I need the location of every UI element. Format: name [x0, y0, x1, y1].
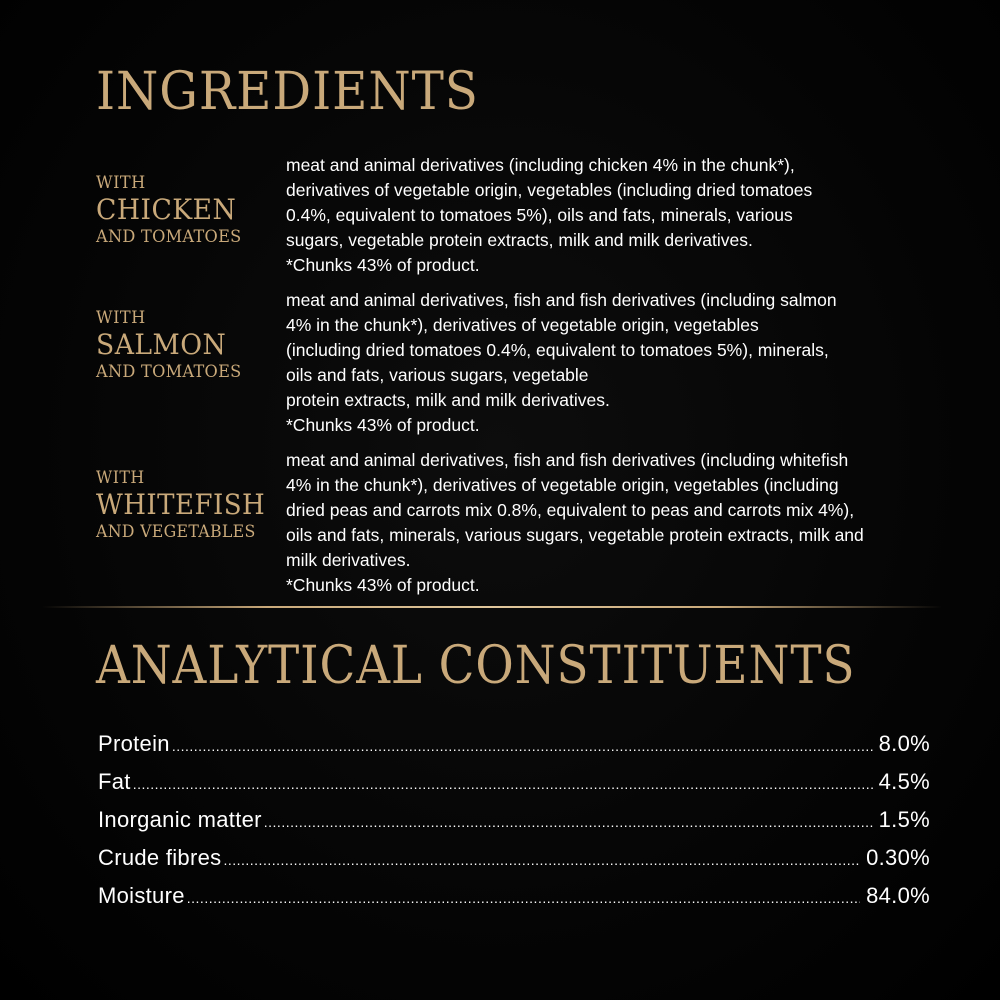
variant-ingredients-text: [286, 153, 986, 278]
constituent-name: Inorganic matter: [98, 807, 262, 832]
variant-main-label: SALMON: [96, 328, 227, 361]
ingredient-line: *Chunks 43% of product.: [286, 255, 480, 275]
variant-and-label: AND TOMATOES: [96, 362, 242, 382]
constituent-row: [98, 845, 930, 883]
constituent-row: [98, 731, 930, 769]
ingredient-line: dried peas and carrots mix 0.8%, equivalent to peas and carrots mix 4%),: [286, 500, 855, 520]
ingredient-line: meat and animal derivatives, fish and fish derivatives (including whitefish: [286, 450, 849, 470]
constituent-row: [98, 769, 930, 807]
ingredient-line: *Chunks 43% of product.: [286, 575, 480, 595]
constituent-value: 84.0%: [866, 883, 930, 908]
analytical-constituents-heading: ANALYTICAL CONSTITUENTS: [96, 636, 856, 696]
variant-main-label: WHITEFISH: [96, 488, 266, 521]
ingredient-line: milk derivatives.: [286, 550, 411, 570]
variant-with-label: WITH: [96, 308, 146, 328]
ingredient-line: 4% in the chunk*), derivatives of vegetable origin, vegetables: [286, 315, 759, 335]
variant-with-label: WITH: [96, 468, 145, 488]
variant-with-label: WITH: [96, 173, 146, 193]
ingredients-heading: INGREDIENTS: [96, 62, 479, 122]
section-divider: [42, 606, 942, 608]
variant-label-chicken: [96, 173, 241, 247]
ingredient-line: 4% in the chunk*), derivatives of vegetable origin, vegetables (including: [286, 475, 839, 495]
variant-ingredients-text: [286, 448, 986, 598]
constituent-name: Protein: [98, 731, 170, 756]
dot-leader: [133, 776, 873, 792]
variant-and-label: AND VEGETABLES: [96, 522, 256, 542]
ingredient-line: oils and fats, various sugars, vegetable: [286, 365, 589, 385]
ingredient-line: meat and animal derivatives (including chicken 4% in the chunk*),: [286, 155, 795, 175]
dot-leader: [223, 852, 860, 868]
variant-label-whitefish: [96, 468, 265, 542]
constituent-value: 4.5%: [878, 769, 930, 794]
constituent-name: Fat: [98, 769, 131, 794]
ingredient-line: *Chunks 43% of product.: [286, 415, 480, 435]
constituent-name: Moisture: [98, 883, 185, 908]
ingredient-line: sugars, vegetable protein extracts, milk and milk derivatives.: [286, 230, 753, 250]
variant-main-label: CHICKEN: [96, 193, 237, 226]
ingredient-line: meat and animal derivatives, fish and fish derivatives (including salmon: [286, 290, 837, 310]
constituent-value: 8.0%: [878, 731, 930, 756]
variant-label-salmon: [96, 308, 241, 382]
constituents-list: [98, 731, 930, 921]
variant-ingredients-text: [286, 288, 986, 438]
ingredient-line: protein extracts, milk and milk derivatives.: [286, 390, 610, 410]
dot-leader: [187, 890, 860, 906]
constituent-row: [98, 807, 930, 845]
constituent-value: 0.30%: [866, 845, 930, 870]
constituent-row: [98, 883, 930, 921]
variant-and-label: AND TOMATOES: [96, 227, 242, 247]
dot-leader: [264, 814, 873, 830]
ingredient-line: derivatives of vegetable origin, vegetables (including dried tomatoes: [286, 180, 813, 200]
constituent-value: 1.5%: [878, 807, 930, 832]
dot-leader: [172, 738, 873, 754]
ingredient-line: (including dried tomatoes 0.4%, equivalent to tomatoes 5%), minerals,: [286, 340, 829, 360]
ingredient-line: oils and fats, minerals, various sugars, vegetable protein extracts, milk and: [286, 525, 864, 545]
ingredient-line: 0.4%, equivalent to tomatoes 5%), oils and fats, minerals, various: [286, 205, 793, 225]
constituent-name: Crude fibres: [98, 845, 222, 870]
